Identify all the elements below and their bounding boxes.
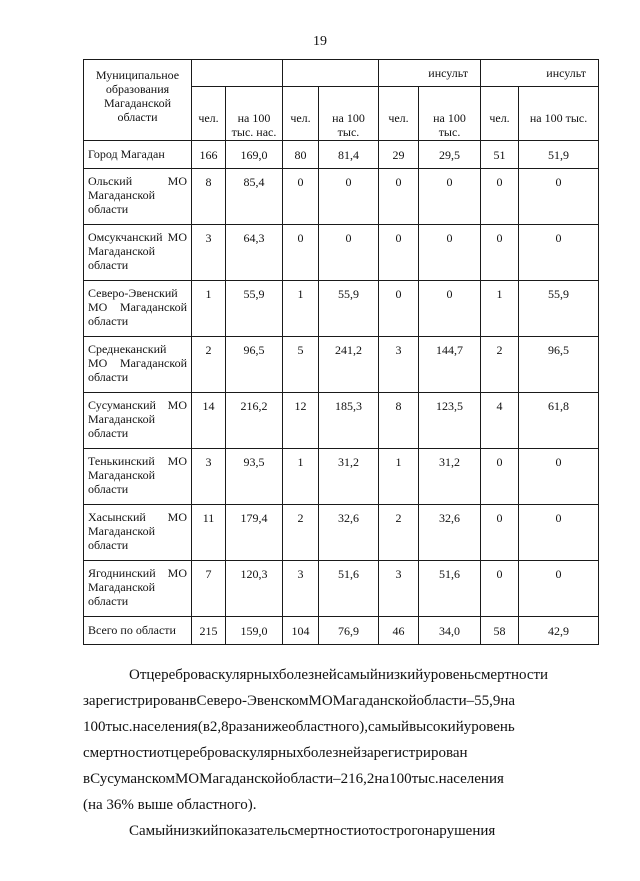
word: на [500,693,516,709]
word: области [416,693,467,709]
word: низкий [173,823,219,839]
word: От [129,667,147,683]
value-cell: 2 [192,337,226,393]
value-cell: 0 [481,225,519,281]
table-row [84,617,599,645]
value-cell: 42,9 [519,617,599,645]
value-cell: 0 [519,505,599,561]
word: высокий [409,719,464,735]
subheader-cell: чел. [379,87,419,141]
value-cell: 0 [319,225,379,281]
word: показатель [218,823,288,839]
municipality-name-cell: Сусуманский МО Магаданской области [84,393,192,449]
value-cell: 3 [379,561,419,617]
value-cell: 0 [481,169,519,225]
word: – [466,693,475,709]
value-cell: 46 [379,617,419,645]
value-cell: 61,8 [519,393,599,449]
word: населения [438,771,504,787]
paragraph-line [83,740,577,766]
word: Северо-Эвенском [196,693,309,709]
word: ниже [255,719,289,735]
word: самый [336,667,378,683]
word: 216,2 [340,771,375,787]
value-cell: 34,0 [419,617,481,645]
paragraph-line [83,818,577,844]
municipality-name-cell: Северо-Эвенский МО Магаданской области [84,281,192,337]
word: Магаданской [199,771,283,787]
value-cell: 241,2 [319,337,379,393]
word: в [83,771,91,787]
value-cell: 216,2 [226,393,283,449]
value-cell: 0 [481,505,519,561]
word: 2,8 [209,719,229,735]
paragraph-acute-disorder [83,818,577,844]
word: МО [308,693,333,709]
paragraph-cerebrovascular [83,662,577,818]
value-cell: 0 [379,225,419,281]
value-cell: 3 [192,449,226,505]
value-cell: 0 [519,225,599,281]
paragraph-line [83,688,577,714]
value-cell: 0 [481,449,519,505]
value-cell: 1 [379,449,419,505]
municipality-name-cell: Ольский МО Магаданской области [84,169,192,225]
value-cell: 81,4 [319,141,379,169]
value-cell: 0 [319,169,379,225]
word: от [361,823,376,839]
value-cell: 14 [192,393,226,449]
word: областного), [288,719,368,735]
value-cell: 0 [283,225,319,281]
value-cell: 185,3 [319,393,379,449]
table-row [84,449,599,505]
word: МО [174,771,200,787]
value-cell: 85,4 [226,169,283,225]
word: зарегистрирован [361,745,468,761]
word: смертности [83,745,157,761]
value-cell: 215 [192,617,226,645]
value-cell: 2 [481,337,519,393]
value-cell: 76,9 [319,617,379,645]
value-cell: 1 [192,281,226,337]
word: уровень [463,719,515,735]
value-cell: 8 [379,393,419,449]
municipality-name-cell: Тенькинский МО Магаданской области [84,449,192,505]
value-cell: 96,5 [226,337,283,393]
word: цереброваскулярных [146,667,279,683]
value-cell: 104 [283,617,319,645]
value-cell: 3 [283,561,319,617]
value-cell: 3 [379,337,419,393]
subheader-cell: чел. [481,87,519,141]
value-cell: 32,6 [319,505,379,561]
value-cell: 51,9 [519,141,599,169]
mortality-table [83,59,599,645]
word: острого [375,823,425,839]
value-cell: 144,7 [419,337,481,393]
value-cell: 0 [519,561,599,617]
municipality-name-cell: Среднеканский МО Магаданской области [84,337,192,393]
value-cell: 96,5 [519,337,599,393]
word: 100 [83,719,106,735]
value-cell: 0 [283,169,319,225]
value-cell: 120,3 [226,561,283,617]
table-row [84,281,599,337]
value-cell: 31,2 [319,449,379,505]
table-row [84,393,599,449]
table-row [84,337,599,393]
paragraph-line [83,766,577,792]
word: смертности [474,667,549,683]
value-cell: 2 [283,505,319,561]
word: в [189,693,197,709]
value-cell: 123,5 [419,393,481,449]
word: уровень [423,667,475,683]
word: населения [132,719,198,735]
word: области [282,771,334,787]
value-cell: 58 [481,617,519,645]
value-cell: 0 [481,561,519,617]
value-cell: 11 [192,505,226,561]
word: болезней [303,745,362,761]
subheader-cell: на 100 тыс. [519,87,599,141]
word: болезней [278,667,337,683]
value-cell: 1 [283,449,319,505]
word: Магаданской [332,693,417,709]
header-group-4: инсульт [481,60,599,87]
value-cell: 93,5 [226,449,283,505]
value-cell: 51 [481,141,519,169]
header-group-1 [192,60,283,87]
value-cell: 179,4 [226,505,283,561]
word: нарушения [424,823,496,839]
value-cell: 169,0 [226,141,283,169]
value-cell: 7 [192,561,226,617]
value-cell: 80 [283,141,319,169]
header-group-2 [283,60,379,87]
word: на [374,771,390,787]
value-cell: 12 [283,393,319,449]
word: 100 [389,771,412,787]
table-row [84,505,599,561]
word: Сусуманском [90,771,175,787]
page-number: 19 [313,34,327,49]
subheader-cell: на 100 тыс. нас. [226,87,283,141]
value-cell: 0 [519,449,599,505]
header-municipality: Муниципальное образования Магаданской области [84,60,192,141]
value-cell: 1 [481,281,519,337]
value-cell: 3 [192,225,226,281]
value-cell: 2 [379,505,419,561]
value-cell: 5 [283,337,319,393]
value-cell: 0 [419,225,481,281]
municipality-name-cell: Хасынский МО Магаданской области [84,505,192,561]
header-group-3: инсульт [379,60,481,87]
word: низкий [377,667,424,683]
word: смертности [287,823,362,839]
table-row [84,141,599,169]
word: зарегистрирован [83,693,190,709]
value-cell: 32,6 [419,505,481,561]
word: от [156,745,171,761]
word: 55,9 [474,693,501,709]
value-cell: 0 [379,169,419,225]
value-cell: 166 [192,141,226,169]
value-cell: 55,9 [319,281,379,337]
value-cell: 55,9 [226,281,283,337]
subheader-cell: чел. [192,87,226,141]
paragraph-line [83,714,577,740]
value-cell: 0 [419,169,481,225]
value-cell: 29 [379,141,419,169]
value-cell: 4 [481,393,519,449]
value-cell: 29,5 [419,141,481,169]
table-row [84,561,599,617]
table-header-row-groups [84,60,599,87]
value-cell: 55,9 [519,281,599,337]
value-cell: 31,2 [419,449,481,505]
word: цереброваскулярных [170,745,304,761]
value-cell: 51,6 [419,561,481,617]
value-cell: 51,6 [319,561,379,617]
municipality-name-cell: Город Магадан [84,141,192,169]
value-cell: 159,0 [226,617,283,645]
value-cell: 0 [379,281,419,337]
subheader-cell: на 100 тыс. [319,87,379,141]
municipality-name-cell: Омсукчанский МО Магаданской области [84,225,192,281]
paragraph-line [83,662,577,688]
value-cell: 64,3 [226,225,283,281]
word: тыс. [411,771,439,787]
word: тыс. [105,719,133,735]
paragraph-line: (на 36% выше областного). [83,797,257,813]
subheader-cell: на 100 тыс. [419,87,481,141]
word: – [333,771,341,787]
word: (в [197,719,210,735]
word: самый [367,719,410,735]
municipality-name-cell: Всего по области [84,617,192,645]
table-row [84,225,599,281]
word: раза [228,719,256,735]
value-cell: 1 [283,281,319,337]
value-cell: 0 [519,169,599,225]
table-row [84,169,599,225]
word: Самый [129,823,174,839]
municipality-name-cell: Ягоднинский МО Магаданской области [84,561,192,617]
value-cell: 8 [192,169,226,225]
value-cell: 0 [419,281,481,337]
subheader-cell: чел. [283,87,319,141]
